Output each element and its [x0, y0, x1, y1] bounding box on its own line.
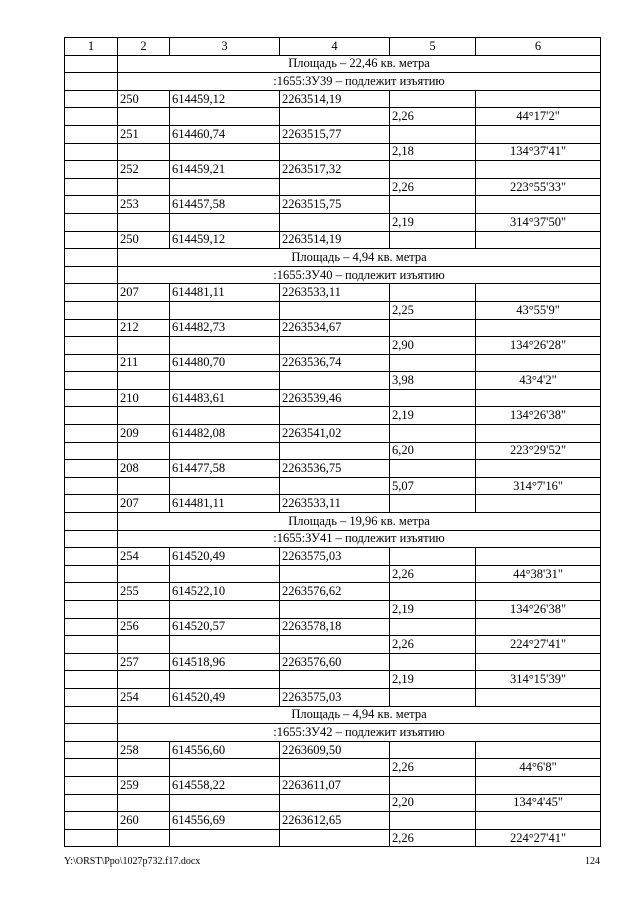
empty-cell [65, 73, 118, 91]
segment-row [65, 442, 601, 460]
direction-angle: 134°26'28" [476, 337, 601, 355]
empty-cell [118, 213, 170, 231]
coordinate-y: 2263534,67 [280, 319, 390, 337]
coordinate-x: 614481,11 [170, 284, 280, 302]
segment-length: 5,07 [390, 477, 476, 495]
empty-cell [280, 301, 390, 319]
empty-cell [65, 706, 118, 724]
direction-angle: 44°6'8" [476, 759, 601, 777]
coordinate-x: 614518,96 [170, 653, 280, 671]
empty-cell [280, 178, 390, 196]
header-cell: 1 [65, 38, 118, 56]
coordinate-y: 2263575,03 [280, 548, 390, 566]
empty-cell [280, 108, 390, 126]
empty-cell [65, 460, 118, 478]
coordinate-y: 2263609,50 [280, 741, 390, 759]
header-cell: 5 [390, 38, 476, 56]
segment-row [65, 372, 601, 390]
empty-cell [390, 812, 476, 830]
empty-cell [65, 143, 118, 161]
empty-cell [65, 249, 118, 267]
empty-cell [170, 601, 280, 619]
coordinate-x: 614459,12 [170, 231, 280, 249]
empty-cell [65, 442, 118, 460]
point-row [65, 460, 601, 478]
coordinate-y: 2263575,03 [280, 688, 390, 706]
empty-cell [65, 671, 118, 689]
empty-cell [390, 653, 476, 671]
empty-cell [118, 477, 170, 495]
direction-angle: 134°4'45" [476, 794, 601, 812]
point-number: 257 [118, 653, 170, 671]
coordinate-x: 614457,58 [170, 196, 280, 214]
coordinate-x: 614520,49 [170, 688, 280, 706]
empty-cell [476, 495, 601, 513]
segment-length: 2,18 [390, 143, 476, 161]
point-row [65, 319, 601, 337]
segment-length: 2,90 [390, 337, 476, 355]
empty-cell [390, 425, 476, 443]
empty-cell [476, 776, 601, 794]
segment-row [65, 759, 601, 777]
header-row [65, 38, 601, 56]
empty-cell [118, 337, 170, 355]
point-row [65, 284, 601, 302]
coordinate-y: 2263533,11 [280, 495, 390, 513]
empty-cell [65, 565, 118, 583]
coordinate-x: 614520,57 [170, 618, 280, 636]
empty-cell [118, 565, 170, 583]
empty-cell [118, 442, 170, 460]
point-row [65, 125, 601, 143]
coordinate-y: 2263515,77 [280, 125, 390, 143]
direction-angle: 44°17'2" [476, 108, 601, 126]
empty-cell [476, 125, 601, 143]
empty-cell [390, 495, 476, 513]
empty-cell [476, 583, 601, 601]
coordinate-y: 2263576,60 [280, 653, 390, 671]
empty-cell [65, 548, 118, 566]
point-number: 209 [118, 425, 170, 443]
direction-angle: 224°27'41" [476, 636, 601, 654]
empty-cell [65, 513, 118, 531]
empty-cell [390, 776, 476, 794]
empty-cell [65, 266, 118, 284]
empty-cell [170, 636, 280, 654]
segment-row [65, 829, 601, 847]
parcel-caption: :1655:ЗУ40 – подлежит изъятию [118, 266, 601, 284]
empty-cell [476, 284, 601, 302]
empty-cell [170, 178, 280, 196]
segment-row [65, 337, 601, 355]
empty-cell [390, 618, 476, 636]
empty-cell [476, 319, 601, 337]
empty-cell [118, 601, 170, 619]
coordinate-x: 614483,61 [170, 389, 280, 407]
coordinate-y: 2263536,75 [280, 460, 390, 478]
coordinate-x: 614460,74 [170, 125, 280, 143]
empty-cell [65, 337, 118, 355]
empty-cell [476, 812, 601, 830]
parcel-row [65, 530, 601, 548]
empty-cell [280, 759, 390, 777]
empty-cell [170, 565, 280, 583]
point-row [65, 548, 601, 566]
empty-cell [65, 213, 118, 231]
area-caption: Площадь – 4,94 кв. метра [118, 706, 601, 724]
coordinate-y: 2263539,46 [280, 389, 390, 407]
empty-cell [65, 776, 118, 794]
coordinate-y: 2263515,75 [280, 196, 390, 214]
empty-cell [170, 829, 280, 847]
empty-cell [65, 125, 118, 143]
empty-cell [118, 671, 170, 689]
coordinate-x: 614459,21 [170, 161, 280, 179]
empty-cell [476, 618, 601, 636]
empty-cell [65, 319, 118, 337]
empty-cell [65, 741, 118, 759]
segment-row [65, 794, 601, 812]
empty-cell [390, 284, 476, 302]
empty-cell [65, 495, 118, 513]
empty-cell [65, 688, 118, 706]
coordinate-x: 614482,73 [170, 319, 280, 337]
segment-row [65, 565, 601, 583]
direction-angle: 134°26'38" [476, 407, 601, 425]
empty-cell [170, 143, 280, 161]
empty-cell [65, 636, 118, 654]
point-row [65, 196, 601, 214]
empty-cell [170, 337, 280, 355]
segment-row [65, 301, 601, 319]
segment-length: 2,26 [390, 829, 476, 847]
empty-cell [390, 741, 476, 759]
point-row [65, 812, 601, 830]
coordinate-x: 614556,60 [170, 741, 280, 759]
empty-cell [280, 442, 390, 460]
point-row [65, 741, 601, 759]
point-number: 251 [118, 125, 170, 143]
direction-angle: 44°38'31" [476, 565, 601, 583]
empty-cell [476, 460, 601, 478]
segment-length: 2,26 [390, 636, 476, 654]
parcel-caption: :1655:ЗУ41 – подлежит изъятию [118, 530, 601, 548]
empty-cell [65, 354, 118, 372]
empty-cell [476, 231, 601, 249]
segment-length: 2,20 [390, 794, 476, 812]
coordinate-y: 2263611,07 [280, 776, 390, 794]
empty-cell [118, 407, 170, 425]
empty-cell [476, 389, 601, 407]
parcel-row [65, 724, 601, 742]
empty-cell [390, 319, 476, 337]
point-number: 259 [118, 776, 170, 794]
point-row [65, 354, 601, 372]
segment-row [65, 636, 601, 654]
point-row [65, 389, 601, 407]
empty-cell [390, 196, 476, 214]
empty-cell [65, 178, 118, 196]
point-number: 212 [118, 319, 170, 337]
empty-cell [65, 407, 118, 425]
segment-length: 3,98 [390, 372, 476, 390]
segment-row [65, 477, 601, 495]
direction-angle: 224°27'41" [476, 829, 601, 847]
empty-cell [118, 794, 170, 812]
coordinate-y: 2263541,02 [280, 425, 390, 443]
coordinate-x: 614482,08 [170, 425, 280, 443]
segment-length: 2,19 [390, 601, 476, 619]
empty-cell [170, 442, 280, 460]
empty-cell [280, 337, 390, 355]
empty-cell [476, 90, 601, 108]
segment-row [65, 108, 601, 126]
point-row [65, 425, 601, 443]
segment-length: 2,19 [390, 213, 476, 231]
empty-cell [170, 372, 280, 390]
point-number: 250 [118, 231, 170, 249]
direction-angle: 314°15'39" [476, 671, 601, 689]
point-row [65, 583, 601, 601]
empty-cell [390, 125, 476, 143]
empty-cell [118, 178, 170, 196]
empty-cell [390, 583, 476, 601]
empty-cell [390, 460, 476, 478]
empty-cell [390, 231, 476, 249]
direction-angle: 314°37'50" [476, 213, 601, 231]
empty-cell [280, 407, 390, 425]
segment-length: 2,26 [390, 759, 476, 777]
empty-cell [118, 301, 170, 319]
segment-length: 2,26 [390, 565, 476, 583]
point-number: 207 [118, 284, 170, 302]
parcel-row [65, 73, 601, 91]
empty-cell [390, 548, 476, 566]
segment-length: 2,19 [390, 407, 476, 425]
point-number: 252 [118, 161, 170, 179]
point-number: 260 [118, 812, 170, 830]
empty-cell [280, 565, 390, 583]
coordinates-table-body [65, 38, 601, 847]
coordinate-x: 614459,12 [170, 90, 280, 108]
segment-row [65, 671, 601, 689]
coordinate-x: 614558,22 [170, 776, 280, 794]
empty-cell [476, 548, 601, 566]
empty-cell [476, 425, 601, 443]
area-caption: Площадь – 4,94 кв. метра [118, 249, 601, 267]
empty-cell [476, 653, 601, 671]
direction-angle: 314°7'16" [476, 477, 601, 495]
empty-cell [280, 671, 390, 689]
empty-cell [65, 724, 118, 742]
empty-cell [170, 407, 280, 425]
point-row [65, 688, 601, 706]
segment-row [65, 407, 601, 425]
empty-cell [390, 688, 476, 706]
coordinate-y: 2263576,62 [280, 583, 390, 601]
empty-cell [65, 812, 118, 830]
point-row [65, 653, 601, 671]
empty-cell [118, 372, 170, 390]
empty-cell [118, 143, 170, 161]
empty-cell [65, 601, 118, 619]
direction-angle: 134°26'38" [476, 601, 601, 619]
header-cell: 3 [170, 38, 280, 56]
empty-cell [65, 530, 118, 548]
empty-cell [65, 108, 118, 126]
empty-cell [65, 301, 118, 319]
empty-cell [476, 741, 601, 759]
direction-angle: 134°37'41" [476, 143, 601, 161]
empty-cell [65, 196, 118, 214]
empty-cell [65, 55, 118, 73]
empty-cell [280, 636, 390, 654]
empty-cell [170, 477, 280, 495]
empty-cell [65, 389, 118, 407]
parcel-caption: :1655:ЗУ42 – подлежит изъятию [118, 724, 601, 742]
point-number: 208 [118, 460, 170, 478]
empty-cell [280, 477, 390, 495]
empty-cell [170, 301, 280, 319]
empty-cell [65, 90, 118, 108]
empty-cell [65, 583, 118, 601]
coordinate-y: 2263533,11 [280, 284, 390, 302]
empty-cell [280, 143, 390, 161]
area-row [65, 249, 601, 267]
direction-angle: 223°55'33" [476, 178, 601, 196]
empty-cell [390, 90, 476, 108]
empty-cell [170, 759, 280, 777]
empty-cell [280, 601, 390, 619]
empty-cell [280, 794, 390, 812]
empty-cell [65, 284, 118, 302]
empty-cell [170, 213, 280, 231]
point-row [65, 495, 601, 513]
area-caption: Площадь – 19,96 кв. метра [118, 513, 601, 531]
coordinate-y: 2263578,18 [280, 618, 390, 636]
empty-cell [65, 425, 118, 443]
segment-length: 2,19 [390, 671, 476, 689]
parcel-caption: :1655:ЗУ39 – подлежит изъятию [118, 73, 601, 91]
point-number: 210 [118, 389, 170, 407]
segment-length: 2,25 [390, 301, 476, 319]
point-row [65, 90, 601, 108]
direction-angle: 43°55'9" [476, 301, 601, 319]
direction-angle: 43°4'2" [476, 372, 601, 390]
direction-angle: 223°29'52" [476, 442, 601, 460]
coordinate-y: 2263517,32 [280, 161, 390, 179]
empty-cell [280, 829, 390, 847]
empty-cell [476, 161, 601, 179]
point-row [65, 161, 601, 179]
header-cell: 6 [476, 38, 601, 56]
empty-cell [118, 829, 170, 847]
header-cell: 2 [118, 38, 170, 56]
area-caption: Площадь – 22,46 кв. метра [118, 55, 601, 73]
empty-cell [65, 231, 118, 249]
area-row [65, 706, 601, 724]
area-row [65, 513, 601, 531]
segment-row [65, 601, 601, 619]
file-path: Y:\ORST\Ppo\1027p732.f17.docx [64, 856, 201, 867]
empty-cell [65, 759, 118, 777]
segment-length: 2,26 [390, 178, 476, 196]
coordinate-y: 2263612,65 [280, 812, 390, 830]
empty-cell [280, 372, 390, 390]
segment-row [65, 213, 601, 231]
empty-cell [170, 671, 280, 689]
segment-row [65, 143, 601, 161]
empty-cell [65, 653, 118, 671]
empty-cell [65, 372, 118, 390]
coordinate-x: 614480,70 [170, 354, 280, 372]
coordinate-y: 2263514,19 [280, 90, 390, 108]
point-number: 258 [118, 741, 170, 759]
point-number: 211 [118, 354, 170, 372]
empty-cell [476, 196, 601, 214]
segment-length: 2,26 [390, 108, 476, 126]
point-row [65, 618, 601, 636]
header-cell: 4 [280, 38, 390, 56]
empty-cell [170, 108, 280, 126]
empty-cell [280, 213, 390, 231]
area-row [65, 55, 601, 73]
point-number: 254 [118, 548, 170, 566]
point-number: 207 [118, 495, 170, 513]
point-number: 250 [118, 90, 170, 108]
empty-cell [118, 108, 170, 126]
empty-cell [65, 794, 118, 812]
point-row [65, 776, 601, 794]
coordinate-x: 614477,58 [170, 460, 280, 478]
parcel-row [65, 266, 601, 284]
empty-cell [65, 829, 118, 847]
point-number: 253 [118, 196, 170, 214]
coordinate-x: 614556,69 [170, 812, 280, 830]
empty-cell [476, 354, 601, 372]
empty-cell [390, 354, 476, 372]
page-number: 124 [585, 856, 600, 867]
coordinate-y: 2263514,19 [280, 231, 390, 249]
coordinates-table [64, 37, 601, 847]
empty-cell [118, 759, 170, 777]
empty-cell [476, 688, 601, 706]
empty-cell [390, 389, 476, 407]
empty-cell [65, 477, 118, 495]
point-number: 256 [118, 618, 170, 636]
point-number: 254 [118, 688, 170, 706]
coordinate-x: 614522,10 [170, 583, 280, 601]
coordinate-y: 2263536,74 [280, 354, 390, 372]
point-row [65, 231, 601, 249]
coordinate-x: 614520,49 [170, 548, 280, 566]
segment-row [65, 178, 601, 196]
empty-cell [118, 636, 170, 654]
empty-cell [65, 161, 118, 179]
segment-length: 6,20 [390, 442, 476, 460]
empty-cell [170, 794, 280, 812]
empty-cell [65, 618, 118, 636]
point-number: 255 [118, 583, 170, 601]
coordinate-x: 614481,11 [170, 495, 280, 513]
empty-cell [390, 161, 476, 179]
